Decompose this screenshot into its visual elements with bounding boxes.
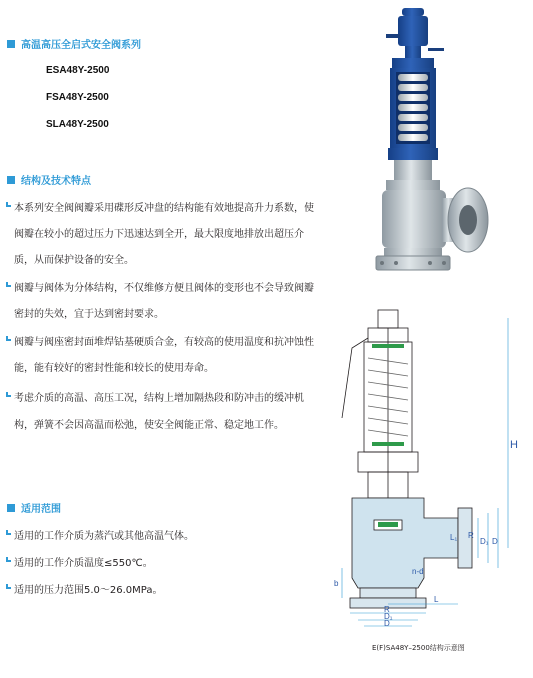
series-heading — [7, 36, 141, 51]
valve-photo — [372, 8, 490, 278]
dim-label-H: H — [510, 439, 518, 451]
bullet-icon — [6, 336, 11, 341]
scope-heading — [7, 500, 61, 515]
bullet-icon — [6, 282, 11, 287]
scope-title: 适用范围 — [21, 504, 61, 515]
series-title: 高温高压全启式安全阀系列 — [21, 40, 141, 51]
dim-label-R-bottom: R — [384, 605, 390, 614]
dim-label-D: D — [492, 537, 498, 546]
dim-label-L: L — [434, 595, 439, 604]
dim-label-b: b — [334, 579, 339, 588]
heading-square-icon — [7, 504, 15, 512]
heading-square-icon — [7, 176, 15, 184]
features-title: 结构及技术特点 — [21, 176, 91, 187]
model-sla: SLA48Y-2500 — [46, 119, 109, 130]
bullet-icon — [6, 392, 11, 397]
bullet-icon — [6, 202, 11, 207]
dim-label-R: R — [468, 531, 474, 540]
model-esa: ESA48Y-2500 — [46, 65, 110, 76]
bullet-icon — [6, 584, 11, 589]
bullet-icon — [6, 557, 11, 562]
heading-square-icon — [7, 40, 15, 48]
drawing-caption: E(F)SA48Y–2500结构示意图 — [372, 644, 465, 652]
dim-label-D1: D₁ — [480, 537, 489, 546]
dim-label-L1: L₁ — [450, 533, 458, 542]
dim-label-D1-bottom: D₁ — [384, 612, 393, 621]
valve-section-drawing — [328, 308, 528, 628]
model-fsa: FSA48Y-2500 — [46, 92, 109, 103]
features-heading — [7, 172, 91, 187]
dim-label-nd: n-d — [412, 567, 424, 576]
dim-label-D-bottom: D — [384, 619, 390, 628]
bullet-icon — [6, 530, 11, 535]
